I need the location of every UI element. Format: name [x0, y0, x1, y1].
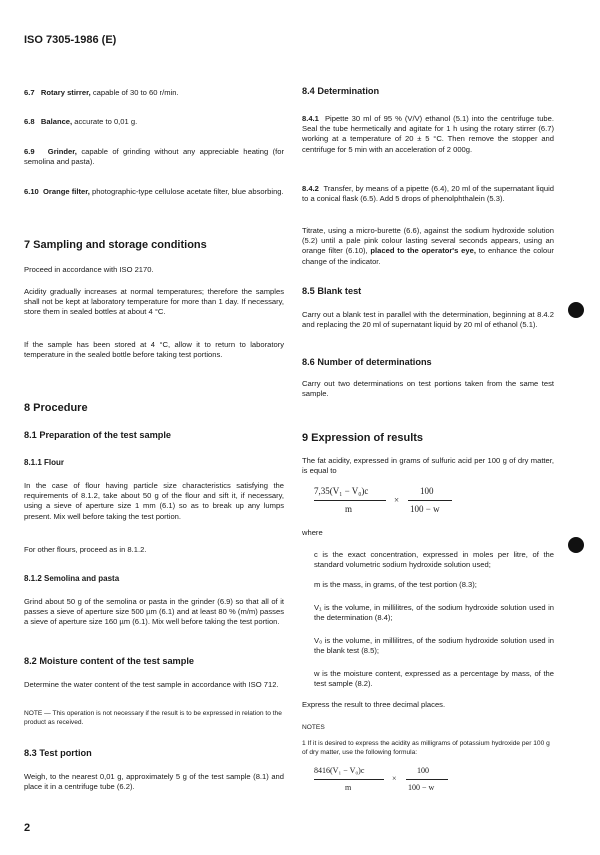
section-title: Rotary stirrer, [40, 88, 91, 97]
formula-denominator-right: 100 − w [410, 504, 440, 514]
notes-heading: NOTES [302, 724, 325, 731]
section-number: 6.8 [24, 117, 35, 126]
section-text: capable of 30 to 60 r/min. [92, 88, 179, 97]
page-number: 2 [24, 822, 31, 834]
section-8-1-1-paragraph-1: In the case of flour having particle size characteristics satisfying the requirements of 8.1.2, take about 50 g of the flour and sift it, if necessary, using a sieve of aperture size 1 mm (6.1) so as to break up any lumps present. Mix well before taking the test portion. [24, 481, 284, 521]
section-8-3-heading: 8.3 Test portion [24, 748, 92, 758]
section-8-1-heading: 8.1 Preparation of the test sample [24, 430, 172, 440]
section-8-3-paragraph: Weigh, to the nearest 0,01 g, approximately 5 g of the test sample (8.1) and place it in a centrifuge tube (6.2). [24, 772, 284, 792]
section-8-5-paragraph: Carry out a blank test in parallel with the determination, beginning at 8.4.2 and replacing the 20 ml of supernatant liquid by 20 ml of ethanol (5.1). [302, 310, 554, 330]
section-number: 8.4.1 [302, 114, 319, 123]
punch-hole-bottom [568, 537, 584, 553]
express-result: Express the result to three decimal places. [302, 700, 446, 709]
section-8-6-paragraph: Carry out two determinations on test portions taken from the same test sample. [302, 379, 554, 399]
where-label: where [302, 528, 323, 537]
section-8-1-2-heading: 8.1.2 Semolina and pasta [24, 574, 120, 583]
potassium-hydroxide-formula [314, 764, 514, 804]
formula-numerator-right: 100 [420, 486, 434, 496]
fat-acidity-formula [314, 484, 514, 524]
section-8-1-1-paragraph-2: For other flours, proceed as in 8.1.2. [24, 545, 147, 554]
section-6-10 [24, 187, 284, 197]
titration-emphasis: placed to the operator's eye, [370, 246, 476, 256]
document-header: ISO 7305-1986 (E) [24, 34, 117, 46]
section-7-paragraph-3: If the sample has been stored at 4 °C, allow it to return to laboratory temperature in the sealed bottle before taking test portions. [24, 340, 284, 360]
definition-v1: V₁ is the volume, in millilitres, of the sodium hydroxide solution used in the determination (8.4); [314, 603, 554, 623]
fraction-bar [314, 500, 386, 501]
fraction-bar [408, 500, 452, 501]
definition-w: w is the moisture content, expressed as a percentage by mass, of the test sample (8.2). [314, 669, 554, 689]
formula-denominator-left: m [345, 504, 353, 514]
section-number: 6.10 [24, 187, 39, 196]
definition-c: c is the exact concentration, expressed in moles per litre, of the standard volumetric sodium hydroxide solution used; [314, 550, 554, 570]
formula-denominator-right: 100 − w [408, 783, 435, 792]
section-7-paragraph-2: Acidity gradually increases at normal temperatures; therefore the samples shall not be kept at laboratory temperature for more than 1 day. If necessary, store them in sealed bottles at about 4 °C. [24, 287, 284, 317]
section-8-4-titration [302, 226, 554, 267]
section-6-8 [24, 117, 284, 127]
section-number: 6.9 [24, 147, 35, 156]
fraction-bar [406, 779, 448, 780]
section-6-9 [24, 147, 284, 167]
section-text: capable of grinding without any appreciable heating (for semolina and pasta). [24, 147, 284, 167]
section-9-paragraph: The fat acidity, expressed in grams of sulfuric acid per 100 g of dry matter, is equal to [302, 456, 554, 476]
section-8-2-note: NOTE — This operation is not necessary if the result is to be expressed in relation to the product as received. [24, 710, 282, 726]
section-title: Orange filter, [43, 187, 90, 196]
section-9-heading: 9 Expression of results [302, 432, 424, 444]
section-number: 6.7 [24, 88, 35, 97]
section-title: Balance, [40, 117, 73, 126]
section-text: Transfer, by means of a pipette (6.4), 20 ml of the supernatant liquid to a conical flask (6.5). Add 5 drops of phenolphthalein (5.3). [302, 184, 554, 204]
section-6-7 [24, 88, 284, 98]
section-8-1-1-heading: 8.1.1 Flour [24, 458, 65, 467]
punch-hole-top [568, 302, 584, 318]
section-8-heading: 8 Procedure [24, 402, 88, 414]
titration-text-end: to enhance the colour change of the indicator. [302, 246, 554, 266]
section-7-heading: 7 Sampling and storage conditions [24, 239, 207, 251]
definition-m: m is the mass, in grams, of the test portion (8.3); [314, 580, 477, 589]
section-title: Grinder, [47, 147, 77, 156]
formula-numerator-left: 8416(V₁ − V₀)c [314, 766, 365, 775]
titration-text: Titrate, using a micro-burette (6.6), against the sodium hydroxide solution (5.2) until a pale pink colour lasting several seconds appears, using an orange filter (6.10), [302, 226, 554, 256]
section-text: photographic-type cellulose acetate filter, blue absorbing. [91, 187, 284, 196]
section-7-paragraph-1: Proceed in accordance with ISO 2170. [24, 265, 154, 274]
multiply-sign: × [394, 495, 400, 505]
section-8-2-paragraph: Determine the water content of the test sample in accordance with ISO 712. [24, 680, 279, 689]
fraction-bar [314, 779, 384, 780]
section-8-5-heading: 8.5 Blank test [302, 286, 362, 296]
section-8-4-2 [302, 184, 554, 204]
section-8-6-heading: 8.6 Number of determinations [302, 357, 432, 367]
note-1: 1 If it is desired to express the acidity as milligrams of potassium hydroxide per 100 g of dry matter, use the following formula: [302, 740, 550, 756]
formula-numerator-right: 100 [417, 766, 429, 775]
section-8-1-2-paragraph: Grind about 50 g of the semolina or pasta in the grinder (6.9) so that all of it passes a sieve of aperture size 500 µm (6.1) and at least 80 % (m/m) passes a sieve of aperture size 160 µm (6.1). Mix well before taking the test portion. [24, 597, 284, 627]
definition-v0: V₀ is the volume, in millilitres, of the sodium hydroxide solution used in the blank test (8.5); [314, 636, 554, 656]
section-number: 8.4.2 [302, 184, 319, 193]
section-8-4-1 [302, 114, 554, 155]
section-text: Pipette 30 ml of 95 % (V/V) ethanol (5.1) into the centrifuge tube. Seal the tube hermetically and agitate for 1 h using the rotary stirrer (6.7) working at a temperature of 20 ± 5 °C. Then remove the stopper and centrifuge for 5 min with an acceleration of 2 000g. [302, 114, 554, 154]
section-text: accurate to 0,01 g. [74, 117, 138, 126]
formula-numerator-left: 7,35(V₁ − V₀)c [314, 486, 369, 496]
section-8-2-heading: 8.2 Moisture content of the test sample [24, 656, 195, 666]
multiply-sign: × [392, 774, 397, 783]
formula-denominator-left: m [345, 783, 352, 792]
section-8-4-heading: 8.4 Determination [302, 86, 380, 96]
